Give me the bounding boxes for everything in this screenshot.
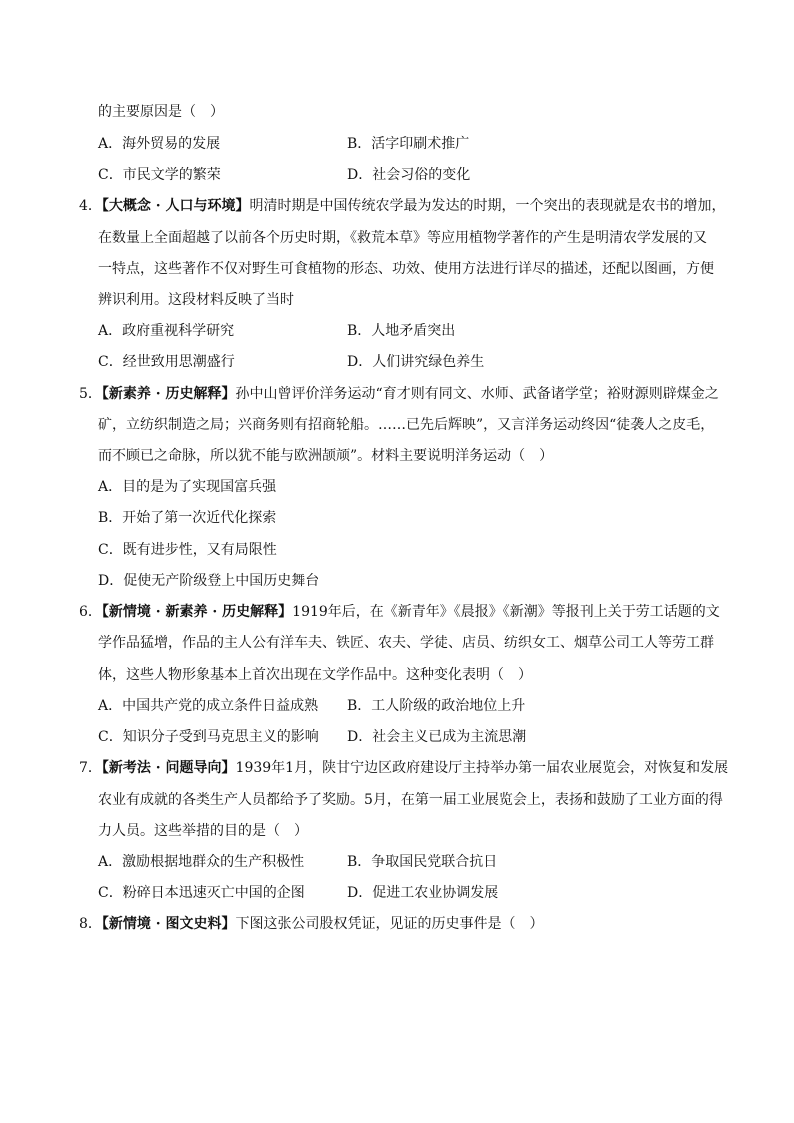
q4-tag: 【大概念 · 人口与环境】 xyxy=(101,198,250,214)
q4-stem-line-1: 明清时期是中国传统农学最为发达的时期，一个突出的表现就是农书的增加， xyxy=(249,198,726,214)
q8-number: 8． xyxy=(79,916,102,932)
q6-stem-line-2: 学作品猛增，作品的主人公有洋车夫、铁匠、农夫、学徒、店员、纺织女工、烟草公司工人等劳工群 xyxy=(98,635,714,651)
q4-stem-line-3: 一特点，这些著作不仅对野生可食植物的形态、功效、使用方法进行详尽的描述，还配以图画，方便 xyxy=(98,261,714,277)
q5-stem-line-2: 矿，立纺织制造之局；兴商务则有招商轮船。……已先后辉映”，又言洋务运动终因“徒袭人之皮毛， xyxy=(98,417,715,433)
q4-stem-line-4: 辨识利用。这段材料反映了当时 xyxy=(98,292,294,308)
q6-first-line xyxy=(79,602,720,622)
q4-option-c[interactable]: C．经世致用思潮盛行 xyxy=(98,354,235,370)
q6-option-c[interactable]: C．知识分子受到马克思主义的影响 xyxy=(98,729,319,745)
q5-option-b[interactable]: B．开始了第一次近代化探索 xyxy=(98,510,277,526)
q7-option-d[interactable]: D．促进工农业协调发展 xyxy=(347,885,499,901)
q4-option-a[interactable]: A．政府重视科学研究 xyxy=(98,323,235,339)
q6-option-a[interactable]: A．中国共产党的成立条件日益成熟 xyxy=(98,698,319,714)
q7-stem-line-2: 农业有成就的各类生产人员都给予了奖励。5月，在第一届工业展览会上，表扬和鼓励了工业方面的得 xyxy=(98,792,723,808)
q5-first-line xyxy=(79,384,719,404)
q4-first-line xyxy=(79,196,726,216)
q7-option-c[interactable]: C．粉碎日本迅速灭亡中国的企图 xyxy=(98,885,305,901)
q4-stem-line-2: 在数量上全面超越了以前各个历史时期，《救荒本草》等应用植物学著作的产生是明清农学发展的又 xyxy=(98,230,707,246)
q8-first-line xyxy=(79,914,544,934)
q3-option-a[interactable]: A．海外贸易的发展 xyxy=(98,136,221,152)
q6-option-b[interactable]: B．工人阶级的政治地位上升 xyxy=(347,698,526,714)
q6-stem-line-1: 1919年后，在《新青年》《晨报》《新潮》等报刊上关于劳工话题的文 xyxy=(292,604,720,620)
q7-stem-line-1: 1939年1月，陕甘宁边区政府建设厅主持举办第一届农业展览会，对恢复和发展 xyxy=(235,760,729,776)
q5-tag: 【新素养 · 历史解释】 xyxy=(101,386,236,402)
q3-stem-tail: 的主要原因是（ ） xyxy=(98,104,224,120)
q5-option-a[interactable]: A．目的是为了实现国富兵强 xyxy=(98,479,277,495)
q7-option-b[interactable]: B．争取国民党联合抗日 xyxy=(347,854,498,870)
q7-option-a[interactable]: A．激励根据地群众的生产积极性 xyxy=(98,854,305,870)
q5-stem-line-3: 而不顾已之命脉，所以犹不能与欧洲颉颃”。材料主要说明洋务运动（ ） xyxy=(98,448,554,464)
q6-tag: 【新情境 · 新素养 · 历史解释】 xyxy=(101,604,293,620)
q6-stem-line-3: 体，这些人物形象基本上首次出现在文学作品中。这种变化表明（ ） xyxy=(98,667,532,683)
q5-number: 5． xyxy=(79,386,102,402)
q4-option-b[interactable]: B．人地矛盾突出 xyxy=(347,323,456,339)
q5-option-c[interactable]: C．既有进步性，又有局限性 xyxy=(98,542,277,558)
q4-number: 4． xyxy=(79,198,102,214)
q7-tag: 【新考法 · 问题导向】 xyxy=(101,760,236,776)
q5-stem-line-1: 孙中山曾评价洋务运动“育才则有同文、水师、武备诸学堂；裕财源则辟煤金之 xyxy=(235,386,719,402)
q7-first-line xyxy=(79,758,728,778)
q8-tag: 【新情境 · 图文史料】 xyxy=(101,916,236,932)
q6-number: 6． xyxy=(79,604,102,620)
q6-option-d[interactable]: D．社会主义已成为主流思潮 xyxy=(347,729,527,745)
q4-option-d[interactable]: D．人们讲究绿色养生 xyxy=(347,354,485,370)
q8-stem-line-1: 下图这张公司股权凭证，见证的历史事件是（ ） xyxy=(235,916,544,932)
q3-option-d[interactable]: D．社会习俗的变化 xyxy=(347,167,471,183)
q5-option-d[interactable]: D．促使无产阶级登上中国历史舞台 xyxy=(98,573,320,589)
q3-option-c[interactable]: C．市民文学的繁荣 xyxy=(98,167,221,183)
q7-stem-line-3: 力人员。这些举措的目的是（ ） xyxy=(98,823,308,839)
q3-option-b[interactable]: B．活字印刷术推广 xyxy=(347,136,470,152)
q7-number: 7． xyxy=(79,760,102,776)
